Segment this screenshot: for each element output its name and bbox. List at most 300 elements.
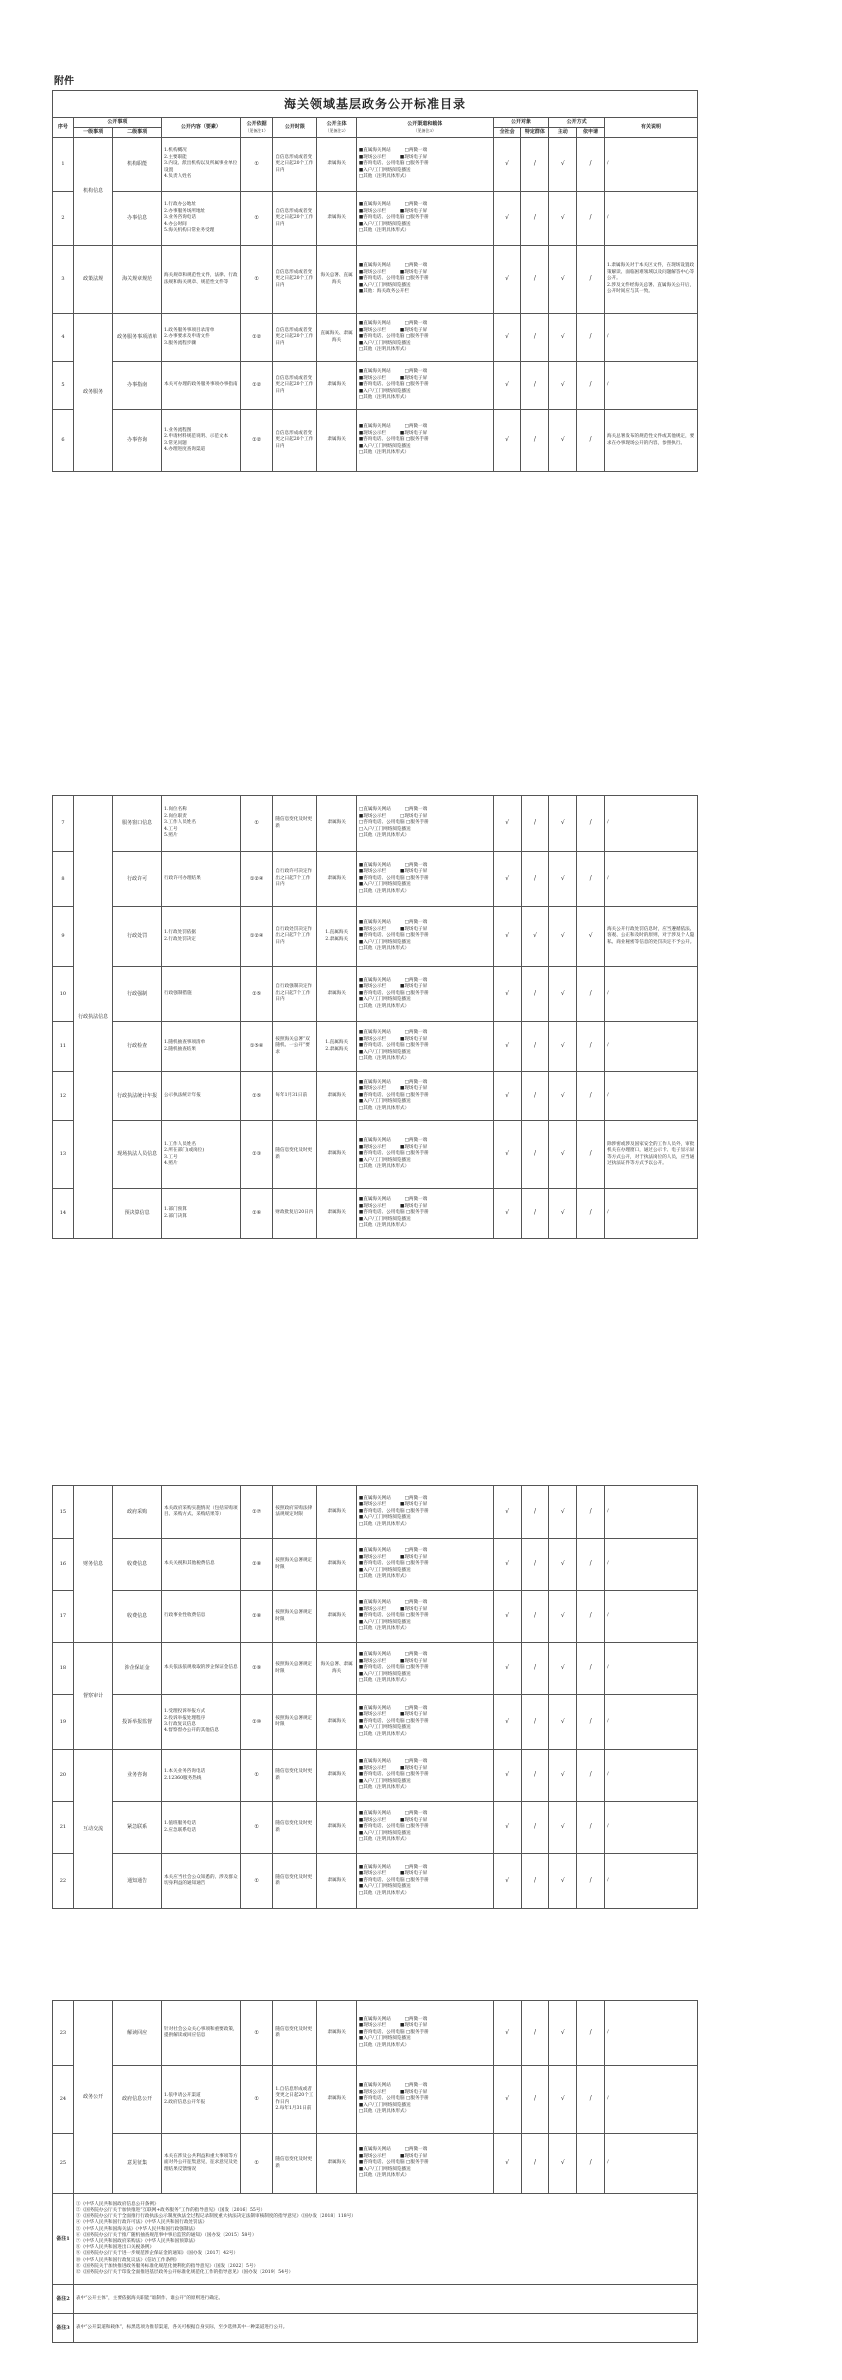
subject-cell: 隶属海关 bbox=[317, 192, 356, 246]
table-page-3 bbox=[52, 1485, 698, 1909]
header-content: 公开内容（要素） bbox=[162, 118, 241, 138]
mark-cell: √ bbox=[493, 1854, 521, 1909]
mark-cell: √ bbox=[549, 967, 577, 1022]
content-cell: 行政强制措施 bbox=[162, 967, 241, 1022]
mark-cell: / bbox=[521, 192, 549, 246]
mark-cell: / bbox=[521, 314, 549, 362]
header-time: 公开时限 bbox=[273, 118, 317, 138]
mark-cell: / bbox=[577, 1072, 605, 1121]
remark-cell: / bbox=[605, 1072, 698, 1121]
level2-cell: 收费信息 bbox=[113, 1539, 162, 1591]
remark-cell: / bbox=[605, 796, 698, 852]
header-channel bbox=[356, 118, 493, 138]
seq-cell: 14 bbox=[53, 1189, 74, 1239]
level2-cell: 政府信息公开 bbox=[113, 2066, 162, 2134]
level2-cell: 收费信息 bbox=[113, 1591, 162, 1643]
remark-cell: / bbox=[605, 1486, 698, 1539]
channel-cell: ■直属海关网站 □两微一端 ■现场公示栏 ■现场电子屏 ■咨询电话、公用电脑 □服务手册 ■入户/工门网络阅览播送 □其他（注明具体形式） bbox=[356, 314, 493, 362]
header-specific: 特定群体 bbox=[521, 128, 549, 138]
content-cell: 针对社会公众关心事项和重要政策，提供解读或回应信息 bbox=[162, 2001, 241, 2066]
header-level1: 一级事项 bbox=[73, 128, 112, 138]
note-body bbox=[73, 2285, 697, 2314]
seq-cell: 25 bbox=[53, 2134, 74, 2194]
seq-cell: 8 bbox=[53, 852, 74, 907]
mark-cell: √ bbox=[493, 138, 521, 192]
basis-cell: ①② bbox=[240, 362, 272, 410]
time-cell: 1.自信息形成或者变更之日起20个工作日内 2.每年1月31日前 bbox=[273, 2066, 317, 2134]
content-cell: 行政事业性收费信息 bbox=[162, 1591, 241, 1643]
subject-cell: 隶属海关 bbox=[317, 138, 356, 192]
subject-cell: 隶属海关 bbox=[317, 1072, 356, 1121]
remark-cell: / bbox=[605, 1643, 698, 1695]
table-row bbox=[53, 246, 698, 314]
note-row bbox=[53, 2314, 698, 2343]
mark-cell: / bbox=[577, 1802, 605, 1854]
level2-cell: 海关规章规范 bbox=[113, 246, 162, 314]
channel-cell: ■直属海关网站 □两微一端 ■现场公示栏 ■现场电子屏 ■咨询电话、公用电脑 □服务手册 ■入户/工门网络阅览播送 □其他（注明具体形式） bbox=[356, 362, 493, 410]
catalog-title: 海关领域基层政务公开标准目录 bbox=[53, 91, 698, 118]
mark-cell: √ bbox=[549, 1802, 577, 1854]
content-cell: 1.本关业务咨询电话 2.12360服务热线 bbox=[162, 1750, 241, 1802]
remark-cell: 除涉密或涉及国家安全的工作人员外，审批机关在办理窗口，通过公示卡、电子显示屏等方式公开，对于执法岗位的人员，应当通过执法证件等方式予以公开。 bbox=[605, 1121, 698, 1189]
header-basis-note: （见备注1） bbox=[245, 127, 268, 133]
mark-cell: √ bbox=[549, 796, 577, 852]
note-line: ⑩《中华人民共和国行政复议法》《信访工作条例》 bbox=[75, 2257, 180, 2263]
level2-cell: 服务窗口信息 bbox=[113, 796, 162, 852]
basis-cell: ①③ bbox=[240, 1121, 272, 1189]
table-row bbox=[53, 362, 698, 410]
table-row bbox=[53, 1486, 698, 1539]
channel-cell: ■直属海关网站 □两微一端 ■现场公示栏 ■现场电子屏 ■咨询电话、公用电脑 □服务手册 ■入户/工门网络阅览播送 □其他（注明具体形式） bbox=[356, 1643, 493, 1695]
level1-cell: 机构信息 bbox=[73, 138, 112, 246]
remark-cell: / bbox=[605, 1022, 698, 1072]
subject-cell: 隶属海关 bbox=[317, 1695, 356, 1750]
mark-cell: √ bbox=[493, 1695, 521, 1750]
content-cell: 本关在涉及公共利益和重大事项等方面对外公开征集意见，征求意见及处理结果反馈情况 bbox=[162, 2134, 241, 2194]
time-cell: 自行政许可决定作出之日起7个工作日内 bbox=[273, 852, 317, 907]
channel-cell: ■直属海关网站 □两微一端 ■现场公示栏 ■现场电子屏 ■咨询电话、公用电脑 □服务手册 ■入户/工门网络阅览播送 □其他（注明具体形式） bbox=[356, 1121, 493, 1189]
header-level2: 二级事项 bbox=[113, 128, 162, 138]
level2-cell: 涉企保证金 bbox=[113, 1643, 162, 1695]
mark-cell: √ bbox=[549, 1695, 577, 1750]
time-cell: 自信息形成或者变更之日起20个工作日内 bbox=[273, 192, 317, 246]
time-cell: 随信息变化及时更新 bbox=[273, 1802, 317, 1854]
seq-cell: 2 bbox=[53, 192, 74, 246]
time-cell: 随信息变化及时更新 bbox=[273, 1750, 317, 1802]
level2-cell: 机构职能 bbox=[113, 138, 162, 192]
time-cell: 自信息形成或者变更之日起20个工作日内 bbox=[273, 410, 317, 472]
mark-cell: √ bbox=[549, 852, 577, 907]
subject-cell: 海关总署、隶属海关 bbox=[317, 1643, 356, 1695]
seq-cell: 24 bbox=[53, 2066, 74, 2134]
mark-cell: / bbox=[577, 967, 605, 1022]
mark-cell: √ bbox=[549, 1189, 577, 1239]
catalog-table bbox=[52, 795, 698, 1239]
channel-cell: ■直属海关网站 □两微一端 ■现场公示栏 ■现场电子屏 ■咨询电话、公用电脑 □服务手册 ■入户/工门网络阅览播送 □其他（注明具体形式） bbox=[356, 1802, 493, 1854]
table-row bbox=[53, 1591, 698, 1643]
table-row bbox=[53, 1539, 698, 1591]
note-line: ⑧《中华人民共和国进出口关税条例》 bbox=[75, 2245, 154, 2251]
time-cell: 自行政强制决定作出之日起7个工作日内 bbox=[273, 967, 317, 1022]
subject-cell: 隶属海关 bbox=[317, 967, 356, 1022]
catalog-table bbox=[52, 90, 698, 472]
subject-cell: 隶属海关 bbox=[317, 1750, 356, 1802]
mark-cell: / bbox=[521, 1072, 549, 1121]
basis-cell: ① bbox=[240, 246, 272, 314]
remark-cell: / bbox=[605, 1189, 698, 1239]
subject-cell: 隶属海关 bbox=[317, 796, 356, 852]
subject-cell: 隶属海关 bbox=[317, 2001, 356, 2066]
time-cell: 随信息变化及时更新 bbox=[273, 1854, 317, 1909]
mark-cell: √ bbox=[549, 2066, 577, 2134]
mark-cell: √ bbox=[493, 362, 521, 410]
mark-cell: / bbox=[521, 1022, 549, 1072]
time-cell: 自行政处罚决定作出之日起7个工作日内 bbox=[273, 907, 317, 967]
note-line: ⑪《国务院关于加快推进政务服务标准化规范化便利化的指导意见》（国发〔2022〕5号） bbox=[75, 2263, 259, 2269]
subject-cell: 隶属海关 bbox=[317, 1121, 356, 1189]
time-cell: 自信息形成或者变更之日起20个工作日内 bbox=[273, 138, 317, 192]
mark-cell: √ bbox=[549, 1591, 577, 1643]
channel-cell: ■直属海关网站 □两微一端 ■现场公示栏 ■现场电子屏 ■咨询电话、公用电脑 □服务手册 ■入户/工门网络阅览播送 □其他（注明具体形式） bbox=[356, 2001, 493, 2066]
mark-cell: / bbox=[521, 796, 549, 852]
mark-cell: √ bbox=[493, 1486, 521, 1539]
note-line: ④《中华人民共和国行政许可法》《中华人民共和国行政处罚法》 bbox=[75, 2220, 207, 2226]
seq-cell: 18 bbox=[53, 1643, 74, 1695]
channel-cell: ■直属海关网站 □两微一端 ■现场公示栏 ■现场电子屏 ■咨询电话、公用电脑 □服务手册 ■入户/工门网络阅览播送 □其他（注明具体形式） bbox=[356, 1022, 493, 1072]
subject-cell: 隶属海关 bbox=[317, 1591, 356, 1643]
mark-cell: / bbox=[577, 2066, 605, 2134]
level2-cell: 紧急联系 bbox=[113, 1802, 162, 1854]
time-cell: 随信息变化及时更新 bbox=[273, 1121, 317, 1189]
level2-cell: 办事咨询 bbox=[113, 410, 162, 472]
remark-cell: / bbox=[604, 362, 697, 410]
basis-cell: ①②④ bbox=[240, 852, 272, 907]
level2-cell: 行政处罚 bbox=[113, 907, 162, 967]
note-label: 备注3 bbox=[53, 2314, 74, 2343]
table-row bbox=[53, 852, 698, 907]
level2-cell: 意见征集 bbox=[113, 2134, 162, 2194]
mark-cell: / bbox=[521, 1486, 549, 1539]
basis-cell: ①⑤⑥ bbox=[240, 1022, 272, 1072]
mark-cell: / bbox=[521, 1750, 549, 1802]
content-cell: 1.受理投诉举报方式 2.投诉举报处理程序 3.行政复议信息 4.督察督办公开的其他信息 bbox=[162, 1695, 241, 1750]
mark-cell: / bbox=[577, 1022, 605, 1072]
table-page-2 bbox=[52, 795, 698, 1239]
header-channel-label: 公开渠道和载体 bbox=[407, 120, 443, 127]
level1-cell: 督察审计 bbox=[73, 1643, 112, 1750]
mark-cell: √ bbox=[549, 410, 577, 472]
level2-cell: 政府采购 bbox=[113, 1486, 162, 1539]
basis-cell: ①⑤ bbox=[240, 967, 272, 1022]
mark-cell: √ bbox=[549, 192, 577, 246]
note-body bbox=[73, 2194, 697, 2285]
mark-cell: / bbox=[577, 314, 605, 362]
basis-cell: ① bbox=[240, 1750, 272, 1802]
mark-cell: / bbox=[577, 362, 605, 410]
level2-cell: 投诉举报监督 bbox=[113, 1695, 162, 1750]
note-line: ①《中华人民共和国政府信息公开条例》 bbox=[75, 2201, 159, 2207]
mark-cell: √ bbox=[493, 314, 521, 362]
mark-cell: / bbox=[577, 796, 605, 852]
basis-cell: ①⑩ bbox=[240, 1695, 272, 1750]
mark-cell: √ bbox=[493, 1121, 521, 1189]
note-line: ⑦《中华人民共和国政府采购法》《中华人民共和国预算法》 bbox=[75, 2239, 198, 2244]
mark-cell: √ bbox=[493, 246, 521, 314]
header-item: 公开事项 bbox=[73, 118, 161, 128]
time-cell: 按照海关总署规定时限 bbox=[273, 1695, 317, 1750]
time-cell: 按照海关总署规定时限 bbox=[273, 1591, 317, 1643]
basis-cell: ①⑧ bbox=[240, 1539, 272, 1591]
table-row bbox=[53, 1189, 698, 1239]
seq-cell: 17 bbox=[53, 1591, 74, 1643]
header-subject bbox=[317, 118, 356, 138]
channel-cell: ■直属海关网站 □两微一端 ■现场公示栏 ■现场电子屏 ■咨询电话、公用电脑 □服务手册 ■入户/工门网络阅览播送 □其他（注明具体形式） bbox=[356, 1072, 493, 1121]
mark-cell: / bbox=[577, 410, 605, 472]
mark-cell: √ bbox=[493, 2001, 521, 2066]
note-line: ⑨《国务院办公厅关于进一步规范涉企保证金的通知》（国办发〔2017〕42号） bbox=[75, 2251, 239, 2257]
level1-cell: 政务服务 bbox=[73, 314, 112, 472]
level1-cell: 财务信息 bbox=[73, 1486, 112, 1643]
mark-cell: / bbox=[521, 2134, 549, 2194]
header-channel-note: （见备注3） bbox=[413, 127, 436, 133]
subject-cell: 1.直属海关 2.隶属海关 bbox=[317, 1022, 356, 1072]
seq-cell: 20 bbox=[53, 1750, 74, 1802]
table-row bbox=[53, 796, 698, 852]
basis-cell: ① bbox=[240, 2134, 272, 2194]
content-cell: 海关规章和规范性文件，法律、行政法规和海关规章、规范性文件等 bbox=[162, 246, 241, 314]
note-line: ⑥《国务院办公厅关于推广随机抽查规范事中事后监管的通知》（国办发〔2015〕58号） bbox=[75, 2232, 257, 2238]
mark-cell: / bbox=[521, 1643, 549, 1695]
time-cell: 每年1月31日前 bbox=[273, 1072, 317, 1121]
content-cell: 1.随机抽查事项清单 2.随机抽查结果 bbox=[162, 1022, 241, 1072]
mark-cell: / bbox=[577, 852, 605, 907]
mark-cell: √ bbox=[549, 1854, 577, 1909]
level2-cell: 解读回应 bbox=[113, 2001, 162, 2066]
mark-cell: √ bbox=[493, 1750, 521, 1802]
mark-cell: √ bbox=[493, 796, 521, 852]
table-row bbox=[53, 410, 698, 472]
seq-cell: 19 bbox=[53, 1695, 74, 1750]
table-row bbox=[53, 1121, 698, 1189]
mark-cell: √ bbox=[521, 907, 549, 967]
mark-cell: / bbox=[521, 1695, 549, 1750]
header-all: 全社会 bbox=[493, 128, 521, 138]
mark-cell: / bbox=[521, 2066, 549, 2134]
mark-cell: / bbox=[577, 1121, 605, 1189]
basis-cell: ①⑦ bbox=[240, 1486, 272, 1539]
content-cell: 本关依法依规收取的涉企保证金信息 bbox=[162, 1643, 241, 1695]
seq-cell: 7 bbox=[53, 796, 74, 852]
seq-cell: 22 bbox=[53, 1854, 74, 1909]
header-method: 公开方式 bbox=[549, 118, 605, 128]
channel-cell: ■直属海关网站 □两微一端 ■现场公示栏 ■现场电子屏 ■咨询电话、公用电脑 □服务手册 ■入户/工门网络阅览播送 □其他（注明具体形式） bbox=[356, 1486, 493, 1539]
subject-cell: 隶属海关 bbox=[317, 852, 356, 907]
mark-cell: √ bbox=[493, 967, 521, 1022]
mark-cell: / bbox=[577, 1854, 605, 1909]
time-cell: 自信息形成或者变更之日起20个工作日内 bbox=[273, 246, 317, 314]
channel-cell: ■直属海关网站 □两微一端 ■现场公示栏 ■现场电子屏 ■咨询电话、公用电脑 □服务手册 ■入户/工门网络阅览播送 □其他（注明具体形式） bbox=[356, 1695, 493, 1750]
content-cell: 1.政务服务事项目录清单 2.办事要求及申请文件 3.服务流程步骤 bbox=[162, 314, 241, 362]
mark-cell: √ bbox=[493, 1022, 521, 1072]
table-row bbox=[53, 314, 698, 362]
channel-cell: ■直属海关网站 □两微一端 ■现场公示栏 ■现场电子屏 ■咨询电话、公用电脑 □服务手册 ■入户/工门网络阅览播送 □其他（注明具体形式） bbox=[356, 138, 493, 192]
content-cell: 行政许可办理结果 bbox=[162, 852, 241, 907]
table-page-1 bbox=[52, 90, 698, 472]
content-cell: 1.行政处罚依据 2.行政处罚决定 bbox=[162, 907, 241, 967]
mark-cell: / bbox=[521, 852, 549, 907]
level1-cell: 政策法规 bbox=[73, 246, 112, 314]
remark-cell: / bbox=[605, 1695, 698, 1750]
header-seq: 序号 bbox=[53, 118, 74, 138]
time-cell: 按照海关总署规定时限 bbox=[273, 1643, 317, 1695]
channel-cell: ■直属海关网站 □两微一端 ■现场公示栏 ■现场电子屏 ■咨询电话、公用电脑 □服务手册 ■入户/工门网络阅览播送 □其他（注明具体形式） bbox=[356, 1189, 493, 1239]
content-cell: 1.部门预算 2.部门决算 bbox=[162, 1189, 241, 1239]
table-row bbox=[53, 1750, 698, 1802]
time-cell: 按照政府采购法律法规规定时限 bbox=[273, 1486, 317, 1539]
mark-cell: √ bbox=[493, 2134, 521, 2194]
level2-cell: 办事信息 bbox=[113, 192, 162, 246]
mark-cell: √ bbox=[549, 314, 577, 362]
note-line: ②《国务院办公厅关于加快推进“互联网+政务服务”工作的指导意见》（国发〔2016〕55号） bbox=[75, 2207, 266, 2213]
channel-cell: ■直属海关网站 □两微一端 ■现场公示栏 ■现场电子屏 ■咨询电话、公用电脑 □服务手册 ■入户/工门网络阅览播送 □其他（注明具体形式） bbox=[356, 2066, 493, 2134]
mark-cell: √ bbox=[493, 1539, 521, 1591]
remark-cell: 1.隶属海关对于本关区文件，在现场设置政策解读、面临困难领域以及问题解答中心等公开。 2.涉及文件经海关总署、直属海关公开后，公开时间应与其一致。 bbox=[604, 246, 697, 314]
mark-cell: √ bbox=[493, 410, 521, 472]
basis-cell: ① bbox=[240, 1802, 272, 1854]
level2-cell: 行政许可 bbox=[113, 852, 162, 907]
level2-cell: 行政检查 bbox=[113, 1022, 162, 1072]
note-label: 备注1 bbox=[53, 2194, 74, 2285]
subject-cell: 隶属海关 bbox=[317, 362, 356, 410]
mark-cell: / bbox=[577, 1539, 605, 1591]
mark-cell: √ bbox=[493, 1591, 521, 1643]
subject-cell: 隶属海关 bbox=[317, 1189, 356, 1239]
mark-cell: / bbox=[577, 1695, 605, 1750]
seq-cell: 11 bbox=[53, 1022, 74, 1072]
level2-cell: 通知通告 bbox=[113, 1854, 162, 1909]
mark-cell: √ bbox=[493, 1072, 521, 1121]
mark-cell: √ bbox=[549, 2001, 577, 2066]
table-page-4 bbox=[52, 2000, 698, 2343]
mark-cell: √ bbox=[549, 246, 577, 314]
note-label: 备注2 bbox=[53, 2285, 74, 2314]
channel-cell: ■直属海关网站 □两微一端 ■现场公示栏 ■现场电子屏 ■咨询电话、公用电脑 □服务手册 ■入户/工门网络阅览播送 ■其他：海关政务公开栏 bbox=[356, 246, 493, 314]
level2-cell: 政务服务事项清单 bbox=[113, 314, 162, 362]
seq-cell: 15 bbox=[53, 1486, 74, 1539]
content-cell: 1.业务流程图 2.申请材料规范说明、示范文本 3.常见问题 4.办理进度查询渠道 bbox=[162, 410, 241, 472]
catalog-table bbox=[52, 1485, 698, 1909]
note-line: ⑫《国务院办公厅关于印发全面推进基层政务公开标准化规范化工作的指导意见》（国办发〔2019〕54号） bbox=[75, 2270, 294, 2276]
time-cell: 财政批复后20日内 bbox=[273, 1189, 317, 1239]
time-cell: 随信息变化及时更新 bbox=[273, 2134, 317, 2194]
table-row bbox=[53, 1022, 698, 1072]
subject-cell: 隶属海关 bbox=[317, 410, 356, 472]
mark-cell: / bbox=[577, 138, 605, 192]
remark-cell: / bbox=[604, 314, 697, 362]
content-cell: 1.依申请公开渠道 2.政府信息公开年报 bbox=[162, 2066, 241, 2134]
seq-cell: 16 bbox=[53, 1539, 74, 1591]
mark-cell: / bbox=[577, 1189, 605, 1239]
mark-cell: / bbox=[521, 246, 549, 314]
remark-cell: / bbox=[604, 138, 697, 192]
content-cell: 本关应当社会公众知悉的、涉及群众切身利益的通知通告 bbox=[162, 1854, 241, 1909]
basis-cell: ① bbox=[240, 138, 272, 192]
basis-cell: ①② bbox=[240, 410, 272, 472]
subject-cell: 海关总署、直属海关 bbox=[317, 246, 356, 314]
header-basis-label: 公开依据 bbox=[246, 120, 267, 127]
mark-cell: √ bbox=[493, 1643, 521, 1695]
mark-cell: √ bbox=[549, 1539, 577, 1591]
note-row bbox=[53, 2285, 698, 2314]
mark-cell: √ bbox=[493, 852, 521, 907]
seq-cell: 3 bbox=[53, 246, 74, 314]
header-apply: 依申请 bbox=[577, 128, 605, 138]
mark-cell: / bbox=[521, 1591, 549, 1643]
mark-cell: / bbox=[521, 1854, 549, 1909]
mark-cell: / bbox=[577, 1643, 605, 1695]
level2-cell: 现场执法人员信息 bbox=[113, 1121, 162, 1189]
mark-cell: / bbox=[521, 1539, 549, 1591]
table-row bbox=[53, 1643, 698, 1695]
subject-cell: 隶属海关 bbox=[317, 1854, 356, 1909]
basis-cell: ①②④ bbox=[240, 907, 272, 967]
mark-cell: √ bbox=[549, 2134, 577, 2194]
mark-cell: / bbox=[521, 138, 549, 192]
header-subject-label: 公开主体 bbox=[326, 120, 347, 127]
mark-cell: / bbox=[577, 2001, 605, 2066]
time-cell: 自信息形成或者变更之日起20个工作日内 bbox=[273, 362, 317, 410]
mark-cell: √ bbox=[549, 907, 577, 967]
content-cell: 1.机构概况 2.主要职能 3.内设、派出机构以及所属事业单位设置 4.负责人姓名 bbox=[162, 138, 241, 192]
level2-cell: 预决算信息 bbox=[113, 1189, 162, 1239]
header-subject-note: （见备注2） bbox=[325, 127, 348, 133]
mark-cell: / bbox=[577, 1750, 605, 1802]
channel-cell: ■直属海关网站 □两微一端 ■现场公示栏 ■现场电子屏 ■咨询电话、公用电脑 □服务手册 ■入户/工门网络阅览播送 □其他（注明具体形式） bbox=[356, 1750, 493, 1802]
mark-cell: / bbox=[577, 192, 605, 246]
seq-cell: 21 bbox=[53, 1802, 74, 1854]
remark-cell: / bbox=[605, 2134, 698, 2194]
mark-cell: √ bbox=[549, 138, 577, 192]
mark-cell: / bbox=[521, 1189, 549, 1239]
mark-cell: √ bbox=[549, 1486, 577, 1539]
content-cell: 本关政府采购实施情况（包括采购项目、采购方式、采购结果等） bbox=[162, 1486, 241, 1539]
note-row bbox=[53, 2194, 698, 2285]
level1-cell: 政务公开 bbox=[73, 2001, 112, 2194]
remark-cell: / bbox=[605, 1750, 698, 1802]
subject-cell: 隶属海关 bbox=[317, 1802, 356, 1854]
subject-cell: 隶属海关 bbox=[317, 2134, 356, 2194]
content-cell: 1.岗位名称 2.岗位职责 3.工作人员姓名 4.工号 5.照片 bbox=[162, 796, 241, 852]
seq-cell: 1 bbox=[53, 138, 74, 192]
level2-cell: 办事指南 bbox=[113, 362, 162, 410]
basis-cell: ①⑥ bbox=[240, 1189, 272, 1239]
table-row bbox=[53, 1695, 698, 1750]
table-row bbox=[53, 1802, 698, 1854]
mark-cell: √ bbox=[549, 362, 577, 410]
seq-cell: 9 bbox=[53, 907, 74, 967]
channel-cell: ■直属海关网站 □两微一端 ■现场公示栏 ■现场电子屏 ■咨询电话、公用电脑 □服务手册 ■入户/工门网络阅览播送 □其他（注明具体形式） bbox=[356, 2134, 493, 2194]
seq-cell: 5 bbox=[53, 362, 74, 410]
remark-cell: / bbox=[605, 967, 698, 1022]
level2-cell: 业务咨询 bbox=[113, 1750, 162, 1802]
seq-cell: 10 bbox=[53, 967, 74, 1022]
table-row bbox=[53, 907, 698, 967]
channel-cell: ■直属海关网站 □两微一端 ■现场公示栏 ■现场电子屏 ■咨询电话、公用电脑 □服务手册 ■入户/工门网络阅览播送 □其他（注明具体形式） bbox=[356, 410, 493, 472]
content-cell: 1.行政办公地址 2.办事服务场所地址 3.业务咨询电话 4.办公时间 5.海关机构日常业务受理 bbox=[162, 192, 241, 246]
remark-cell: / bbox=[605, 1539, 698, 1591]
channel-cell: ■直属海关网站 □两微一端 ■现场公示栏 ■现场电子屏 ■咨询电话、公用电脑 □服务手册 ■入户/工门网络阅览播送 □其他（注明具体形式） bbox=[356, 1591, 493, 1643]
content-cell: 1.工作人员姓名 2.所在部门(或岗位) 3.工号 4.照片 bbox=[162, 1121, 241, 1189]
